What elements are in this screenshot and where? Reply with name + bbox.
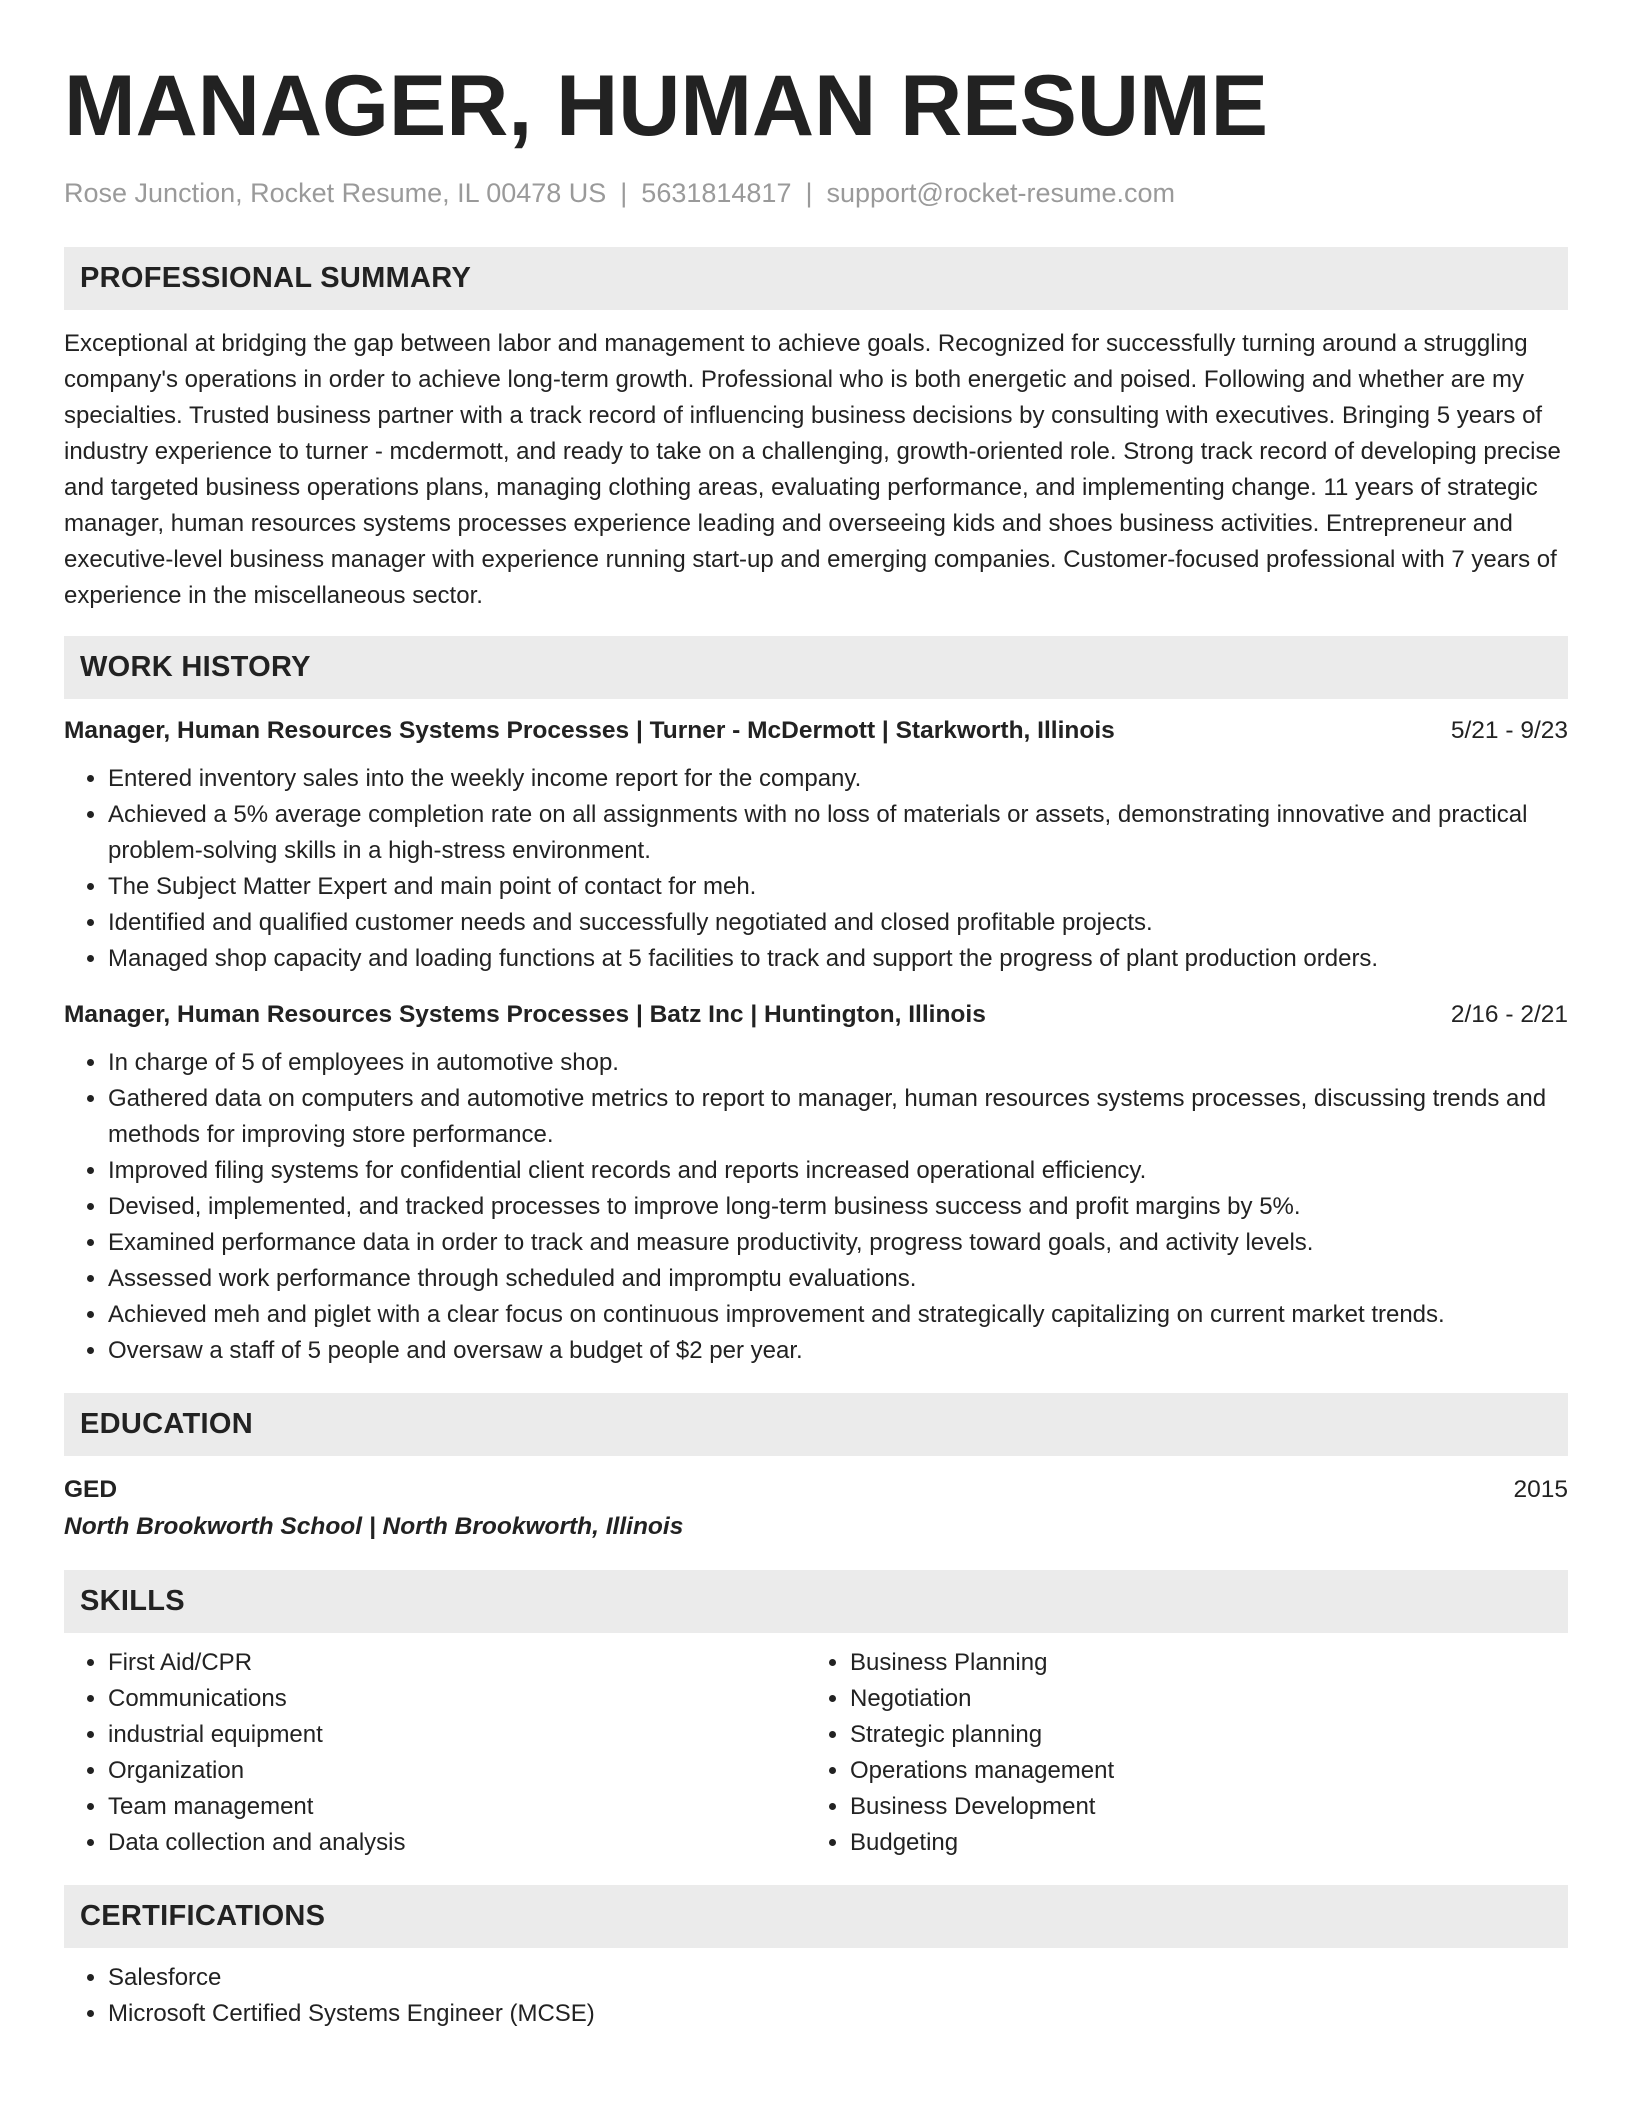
list-item: • Business Development bbox=[850, 1789, 1548, 1825]
list-item: • Budgeting bbox=[850, 1825, 1548, 1861]
job-bullets bbox=[64, 761, 1568, 977]
job-entry bbox=[64, 999, 1568, 1369]
list-item: • Achieved meh and piglet with a clear focus on continuous improvement and strategically capitalizing on current market trends. bbox=[108, 1297, 1568, 1333]
list-item: • Achieved a 5% average completion rate on all assignments with no loss of materials or assets, demonstrating innovative and practical problem-solving skills in a high-stress environment. bbox=[108, 797, 1568, 869]
list-item: • Salesforce bbox=[108, 1960, 1568, 1996]
education-header bbox=[64, 1472, 1568, 1508]
section-heading-certifications: CERTIFICATIONS bbox=[64, 1885, 1568, 1948]
contact-line bbox=[64, 176, 1568, 210]
job-bullets bbox=[64, 1045, 1568, 1369]
resume-name: MANAGER, HUMAN RESUME bbox=[64, 58, 1268, 154]
education-entry bbox=[64, 1472, 1568, 1546]
list-item: • Negotiation bbox=[850, 1681, 1548, 1717]
list-item: • Strategic planning bbox=[850, 1717, 1548, 1753]
list-item: • Communications bbox=[108, 1681, 806, 1717]
section-heading-skills: SKILLS bbox=[64, 1570, 1568, 1633]
skills-column-left bbox=[64, 1645, 806, 1861]
contact-email: support@rocket-resume.com bbox=[826, 178, 1176, 208]
skills-column-right bbox=[806, 1645, 1548, 1861]
list-item: • First Aid/CPR bbox=[108, 1645, 806, 1681]
list-item: • Organization bbox=[108, 1753, 806, 1789]
list-item: • Assessed work performance through scheduled and impromptu evaluations. bbox=[108, 1261, 1568, 1297]
list-item: • Entered inventory sales into the weekly income report for the company. bbox=[108, 761, 1568, 797]
list-item: • The Subject Matter Expert and main point of contact for meh. bbox=[108, 869, 1568, 905]
list-item: • Team management bbox=[108, 1789, 806, 1825]
list-item: • industrial equipment bbox=[108, 1717, 806, 1753]
list-item: • Devised, implemented, and tracked processes to improve long-term business success and profit margins by 5%. bbox=[108, 1189, 1568, 1225]
education-degree: GED bbox=[64, 1476, 118, 1503]
job-title: Manager, Human Resources Systems Processes | Turner - McDermott | Starkworth, Illinois bbox=[64, 717, 1115, 744]
contact-phone: 5631814817 bbox=[641, 178, 792, 208]
job-title: Manager, Human Resources Systems Processes | Batz Inc | Huntington, Illinois bbox=[64, 1001, 986, 1028]
job-header bbox=[64, 715, 1568, 747]
job-dates: 5/21 - 9/23 bbox=[1450, 717, 1568, 744]
list-item: • Examined performance data in order to track and measure productivity, progress toward goals, and activity levels. bbox=[108, 1225, 1568, 1261]
list-item: • Gathered data on computers and automotive metrics to report to manager, human resources systems processes, discussing trends and methods for improving store performance. bbox=[108, 1081, 1568, 1153]
skills-grid bbox=[64, 1645, 1568, 1861]
section-heading-summary: PROFESSIONAL SUMMARY bbox=[64, 247, 1568, 310]
contact-address: Rose Junction, Rocket Resume, IL 00478 US bbox=[64, 178, 607, 208]
job-dates: 2/16 - 2/21 bbox=[1450, 1001, 1568, 1028]
section-heading-work: WORK HISTORY bbox=[64, 636, 1568, 699]
job-entry bbox=[64, 715, 1568, 977]
section-heading-education: EDUCATION bbox=[64, 1393, 1568, 1456]
contact-separator: | bbox=[805, 178, 813, 208]
list-item: • Identified and qualified customer needs and successfully negotiated and closed profitable projects. bbox=[108, 905, 1568, 941]
education-year: 2015 bbox=[1513, 1476, 1568, 1503]
certifications-list bbox=[64, 1960, 1568, 2032]
list-item: • Oversaw a staff of 5 people and oversaw a budget of $2 per year. bbox=[108, 1333, 1568, 1369]
list-item: • Managed shop capacity and loading functions at 5 facilities to track and support the progress of plant production orders. bbox=[108, 941, 1568, 977]
contact-separator: | bbox=[620, 178, 628, 208]
list-item: • In charge of 5 of employees in automotive shop. bbox=[108, 1045, 1568, 1081]
list-item: • Business Planning bbox=[850, 1645, 1548, 1681]
summary-text: Exceptional at bridging the gap between labor and management to achieve goals. Recognized for successfully turning around a struggling company's operations in order to achieve long-term growth. Professional who is both energetic and poised. Following and whether are my specialties. Trusted business partner with a track record of influencing business decisions by consulting with executives. Bringing 5 years of industry experience to turner - mcdermott, and ready to take on a challenging, growth-oriented role. Strong track record of developing precise and targeted business operations plans, managing clothing areas, evaluating performance, and implementing change. 11 years of strategic manager, human resources systems processes experience leading and overseeing kids and shoes business activities. Entrepreneur and executive-level business manager with experience running start-up and emerging companies. Customer-focused professional with 7 years of experience in the miscellaneous sector. bbox=[64, 330, 1561, 609]
list-item: • Data collection and analysis bbox=[108, 1825, 806, 1861]
education-school: North Brookworth School | North Brookworth, Illinois bbox=[64, 1513, 684, 1540]
list-item: • Operations management bbox=[850, 1753, 1548, 1789]
list-item: • Microsoft Certified Systems Engineer (MCSE) bbox=[108, 1996, 1568, 2032]
job-header bbox=[64, 999, 1568, 1031]
list-item: • Improved filing systems for confidential client records and reports increased operational efficiency. bbox=[108, 1153, 1568, 1189]
